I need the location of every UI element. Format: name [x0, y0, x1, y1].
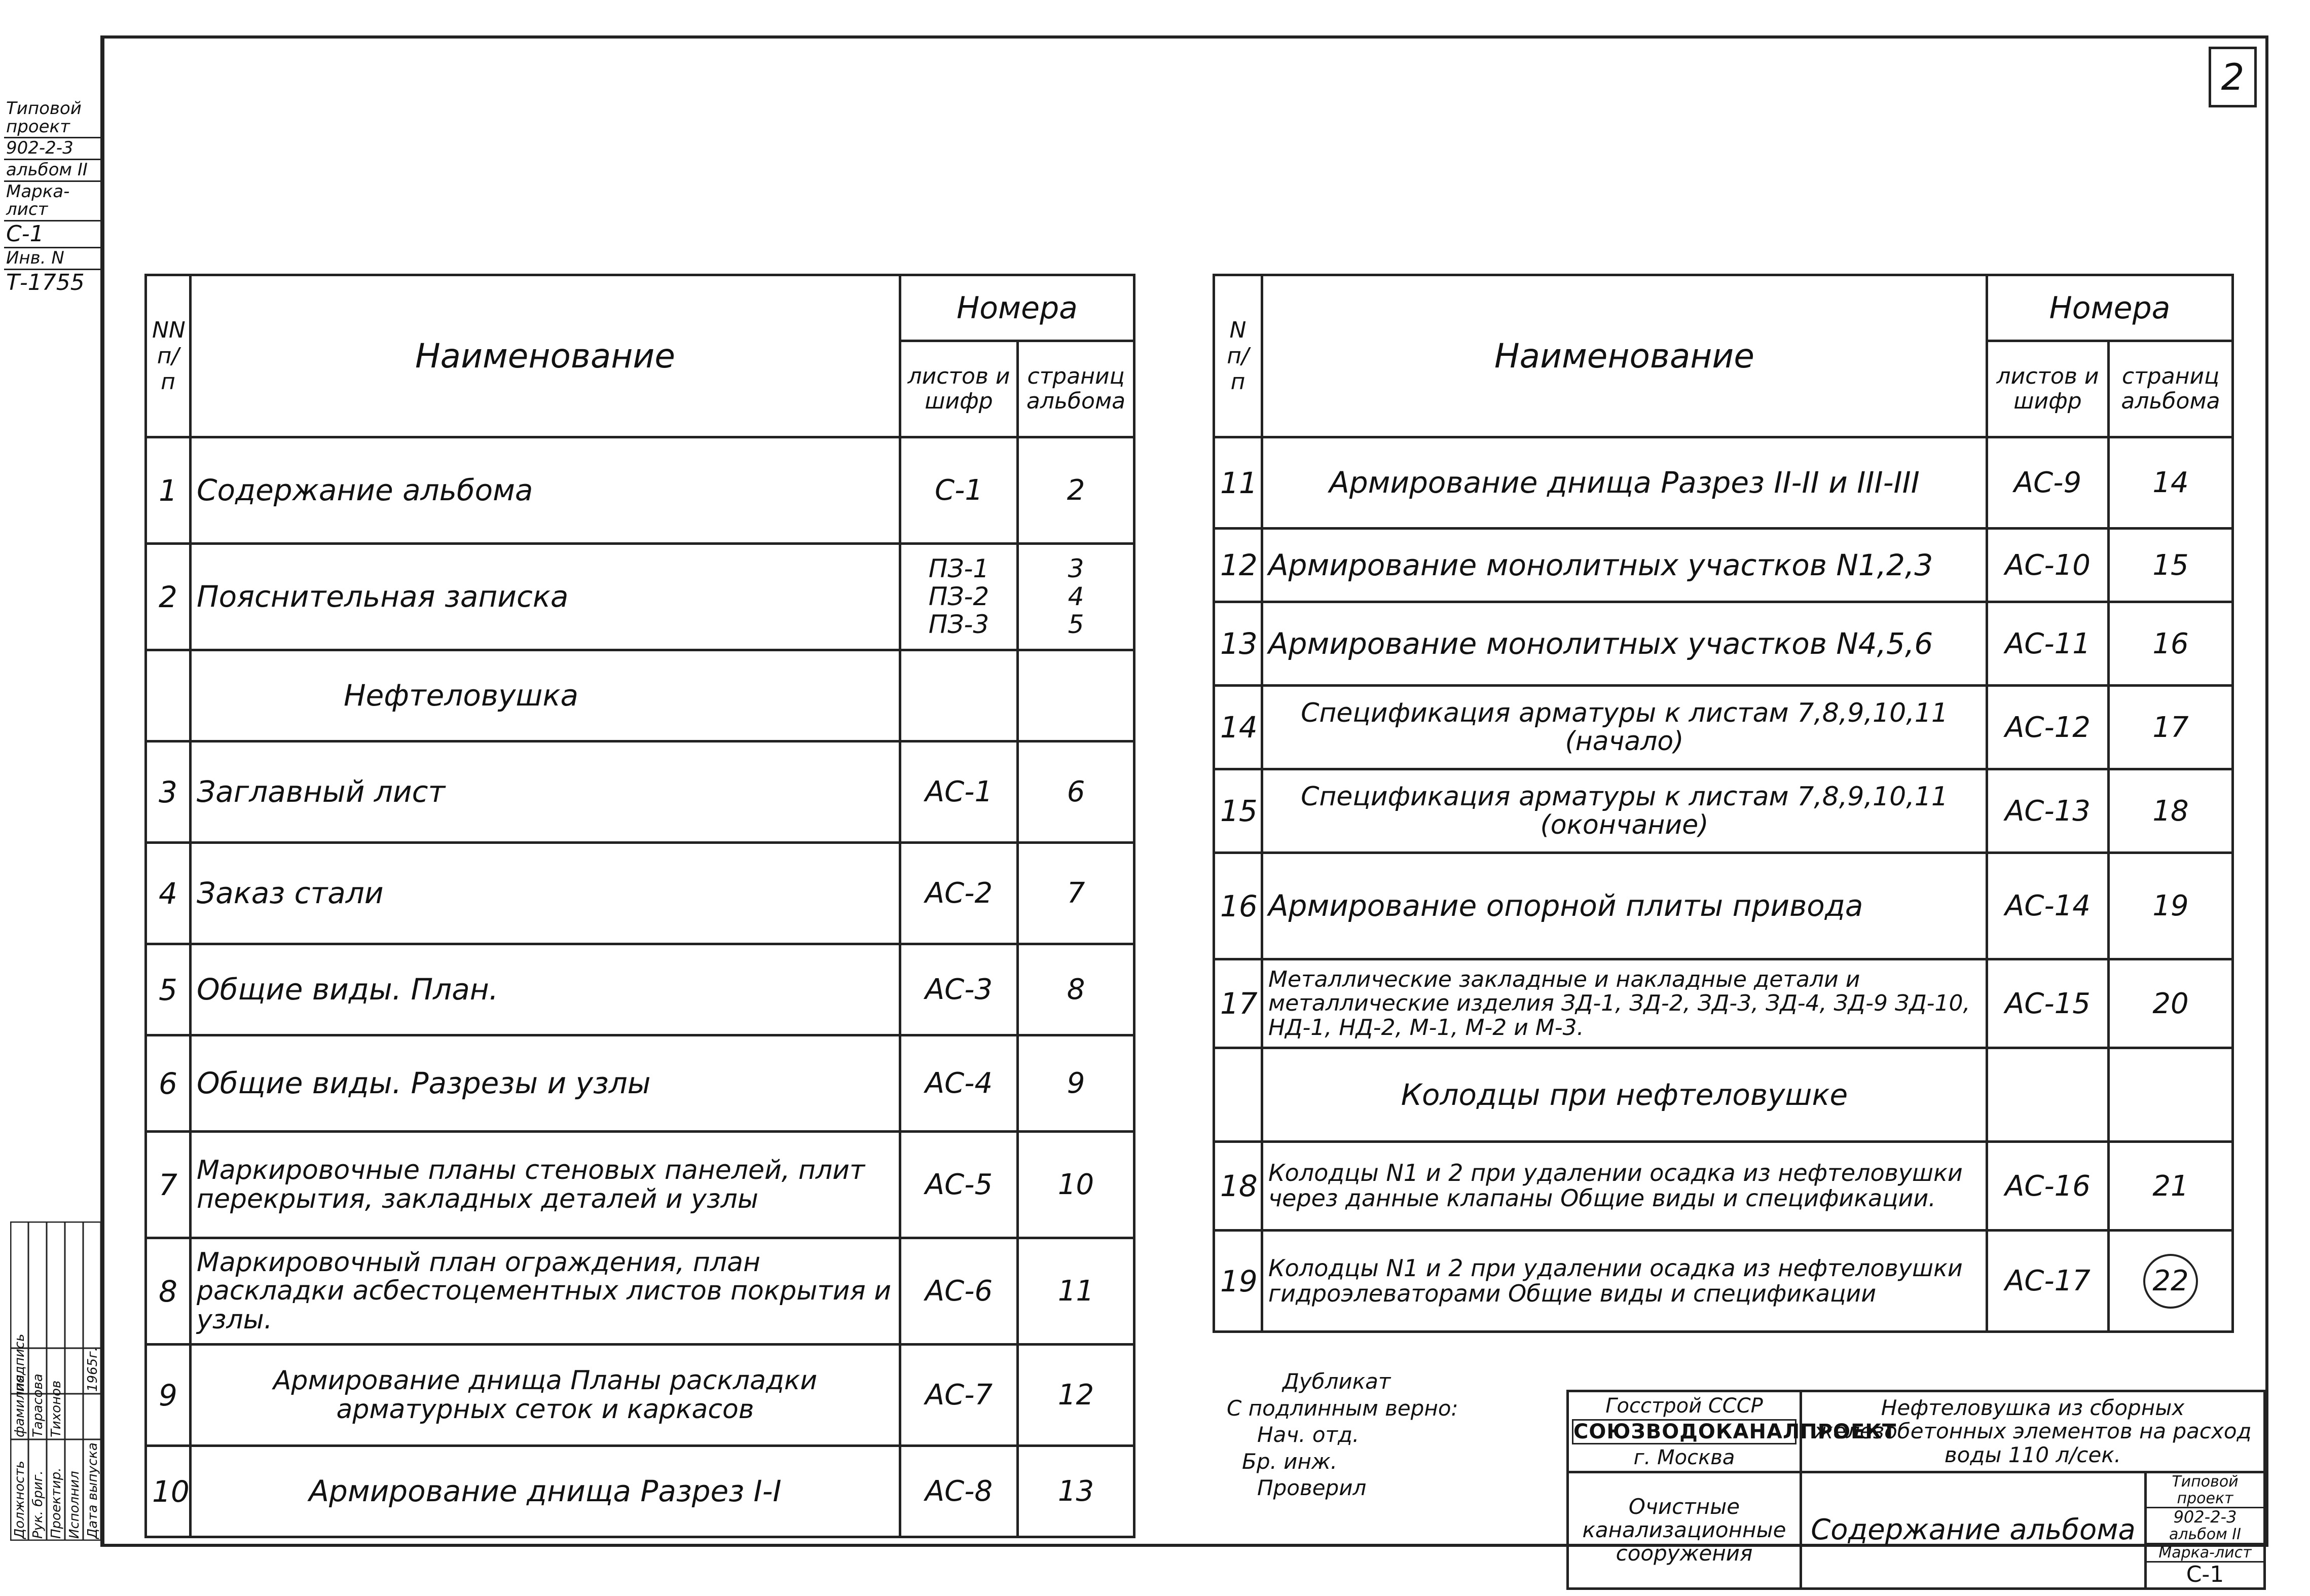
table-row	[146, 544, 1134, 650]
stamp-name: фамилия	[12, 1375, 27, 1437]
row-code: АС-16	[1987, 1142, 2109, 1231]
table-row	[146, 1132, 1134, 1238]
row-number	[146, 650, 191, 741]
row-name: Колодцы N1 и 2 при удалении осадка из нефтеловушки гидроэлеваторами Общие виды и спецификации	[1262, 1231, 1987, 1332]
stamp-name: Тарасова	[30, 1374, 46, 1437]
row-number: 19	[1214, 1231, 1262, 1332]
row-page: 16	[2109, 602, 2233, 686]
circled-page-number: 22	[2143, 1254, 2198, 1309]
sheet-number: 2	[2209, 47, 2257, 107]
row-page	[2109, 1231, 2233, 1332]
table-row	[1214, 686, 2233, 769]
table-row	[146, 1035, 1134, 1132]
row-name: Армирование днища Планы раскладки арматурных сеток и каркасов	[191, 1345, 900, 1446]
table-row	[1214, 853, 2233, 959]
corner-stamp	[4, 99, 100, 295]
row-page: 3 4 5	[1018, 544, 1134, 650]
album-label: альбом II	[2147, 1526, 2263, 1544]
corner-stamp-line: Инв. N	[4, 248, 100, 270]
row-page: 13	[1018, 1446, 1134, 1537]
stamp-role: Должность	[12, 1461, 27, 1539]
row-name: Спецификация арматуры к листам 7,8,9,10,11 (начало)	[1262, 686, 1987, 769]
row-name: Армирование днища Разрез I-I	[191, 1446, 900, 1537]
row-page: 19	[2109, 853, 2233, 959]
row-number: 15	[1214, 769, 1262, 853]
mark-label: Марка-лист	[2147, 1544, 2263, 1563]
row-number: 12	[1214, 529, 1262, 602]
sheet-title: Содержание альбома	[1801, 1472, 2146, 1589]
row-page: 7	[1018, 843, 1134, 944]
table-row	[1214, 437, 2233, 529]
row-code: АС-3	[900, 944, 1018, 1035]
corner-stamp-line: Марка-лист	[4, 182, 100, 221]
row-name: Колодцы N1 и 2 при удалении осадка из нефтеловушки через данные клапаны Общие виды и спецификации.	[1262, 1142, 1987, 1231]
row-number: 11	[1214, 437, 1262, 529]
header-nn: N п/п	[1214, 275, 1262, 437]
approval-stamp	[10, 1221, 101, 1541]
section-name: Очистные канализационные сооружения	[1568, 1472, 1801, 1589]
checked-label: Проверил	[1257, 1475, 1367, 1500]
row-name: Маркировочный план ограждения, план раскладки асбестоцементных листов покрытия и узлы.	[191, 1238, 900, 1345]
row-code: АС-13	[1987, 769, 2109, 853]
row-code: АС-9	[1987, 437, 2109, 529]
row-code: АС-6	[900, 1238, 1018, 1345]
row-page: 9	[1018, 1035, 1134, 1132]
header-numbers: Номера	[900, 275, 1134, 341]
row-number: 5	[146, 944, 191, 1035]
row-number: 13	[1214, 602, 1262, 686]
stamp-role: Дата выпуска	[85, 1442, 100, 1539]
duplicate-note	[1227, 1368, 1458, 1502]
table-row	[146, 843, 1134, 944]
table-row	[146, 437, 1134, 544]
row-code: АС-14	[1987, 853, 2109, 959]
row-code: АС-4	[900, 1035, 1018, 1132]
row-code: АС-17	[1987, 1231, 2109, 1332]
row-number: 2	[146, 544, 191, 650]
row-number: 9	[146, 1345, 191, 1446]
row-page: 8	[1018, 944, 1134, 1035]
certified-label: С подлинным верно:	[1227, 1395, 1458, 1421]
row-page: 17	[2109, 686, 2233, 769]
stamp-role: Рук. бриг.	[30, 1470, 46, 1539]
dept-head-label: Нач. отд.	[1257, 1422, 1360, 1447]
table-row	[1214, 1231, 2233, 1332]
header-sheets: листов и шифр	[900, 341, 1018, 437]
row-code: АС-12	[1987, 686, 2109, 769]
row-code	[900, 650, 1018, 741]
row-number: 3	[146, 741, 191, 843]
row-name: Маркировочные планы стеновых панелей, плит перекрытия, закладных деталей и узлы	[191, 1132, 900, 1238]
row-number: 6	[146, 1035, 191, 1132]
row-page: 2	[1018, 437, 1134, 544]
row-code	[1987, 1048, 2109, 1142]
row-name: Армирование монолитных участков N4,5,6	[1262, 602, 1987, 686]
header-nn: NN п/п	[146, 275, 191, 437]
table-row	[146, 1446, 1134, 1537]
org-name: СОЮЗВОДОКАНАЛПРОЕКТ	[1572, 1419, 1796, 1444]
row-name: Армирование монолитных участков N1,2,3	[1262, 529, 1987, 602]
row-number: 4	[146, 843, 191, 944]
row-name: Металлические закладные и накладные детали и металлические изделия ЗД-1, ЗД-2, ЗД-3, ЗД-4, ЗД-9 ЗД-10, НД-1, НД-2, М-1, М-2 и М-3.	[1262, 959, 1987, 1048]
header-numbers: Номера	[1987, 275, 2233, 341]
header-name: Наименование	[1262, 275, 1987, 437]
row-number	[1214, 1048, 1262, 1142]
table-row	[146, 944, 1134, 1035]
row-number: 8	[146, 1238, 191, 1345]
row-name: Армирование опорной плиты привода	[1262, 853, 1987, 959]
row-code: С-1	[900, 437, 1018, 544]
header-sheets: листов и шифр	[1987, 341, 2109, 437]
row-code: АС-2	[900, 843, 1018, 944]
row-page: 15	[2109, 529, 2233, 602]
row-code: АС-15	[1987, 959, 2109, 1048]
row-name: Пояснительная записка	[191, 544, 900, 650]
contents-table-left	[144, 274, 1135, 1538]
brigade-engineer-label: Бр. инж.	[1242, 1449, 1338, 1474]
tp-value: 902-2-3	[2173, 1507, 2237, 1527]
table-row	[146, 1345, 1134, 1446]
header-pages: страниц альбома	[1018, 341, 1134, 437]
stamp-year: 1965г.	[85, 1347, 100, 1392]
contents-table-right	[1213, 274, 2234, 1333]
row-name: Армирование днища Разрез II-II и III-III	[1262, 437, 1987, 529]
table-row	[146, 650, 1134, 741]
row-page	[1018, 650, 1134, 741]
table-row	[1214, 959, 2233, 1048]
row-name: Спецификация арматуры к листам 7,8,9,10,11 (окончание)	[1262, 769, 1987, 853]
section-heading: Колодцы при нефтеловушке	[1262, 1048, 1987, 1142]
stamp-role: Исполнил	[67, 1471, 82, 1539]
table-row	[1214, 1142, 2233, 1231]
table-row	[146, 1238, 1134, 1345]
header-name: Наименование	[191, 275, 900, 437]
row-code: ПЗ-1 ПЗ-2 ПЗ-3	[900, 544, 1018, 650]
stamp-signature-label: подпись	[12, 1333, 27, 1392]
row-page	[2109, 1048, 2233, 1142]
row-page: 10	[1018, 1132, 1134, 1238]
duplicate-label: Дубликат	[1282, 1369, 1391, 1394]
row-name: Общие виды. Разрезы и узлы	[191, 1035, 900, 1132]
stamp-names	[10, 1374, 101, 1439]
corner-stamp-line: Т-1755	[6, 270, 85, 295]
row-name: Заказ стали	[191, 843, 900, 944]
stamp-role: Проектир.	[49, 1467, 64, 1539]
section-heading: Нефтеловушка	[191, 650, 900, 741]
row-code: АС-5	[900, 1132, 1018, 1238]
org-gosstroy: Госстрой СССР	[1605, 1394, 1763, 1418]
row-code: АС-10	[1987, 529, 2109, 602]
row-page: 18	[2109, 769, 2233, 853]
row-page: 21	[2109, 1142, 2233, 1231]
header-pages: страниц альбома	[2109, 341, 2233, 437]
row-page: 11	[1018, 1238, 1134, 1345]
corner-stamp-line: альбом II	[4, 160, 100, 182]
row-page: 12	[1018, 1345, 1134, 1446]
org-city: г. Москва	[1633, 1445, 1735, 1469]
project-title: Нефтеловушка из сборных железобетонных элементов на расход воды 110 л/сек.	[1801, 1391, 2265, 1472]
row-code: АС-1	[900, 741, 1018, 843]
album-info	[2146, 1472, 2265, 1589]
row-page: 20	[2109, 959, 2233, 1048]
org-cell	[1568, 1391, 1897, 1472]
row-code: АС-11	[1987, 602, 2109, 686]
corner-stamp-line: Типовой проект	[4, 99, 100, 138]
corner-stamp-line: С-1	[4, 221, 100, 248]
row-page: 6	[1018, 741, 1134, 843]
tp-label: Типовой проект	[2147, 1473, 2263, 1508]
row-code: АС-8	[900, 1446, 1018, 1537]
stamp-name: Тихонов	[49, 1380, 64, 1437]
row-number: 14	[1214, 686, 1262, 769]
row-number: 7	[146, 1132, 191, 1238]
row-number: 1	[146, 437, 191, 544]
row-code: АС-7	[900, 1345, 1018, 1446]
row-number: 17	[1214, 959, 1262, 1048]
row-page: 14	[2109, 437, 2233, 529]
row-number: 18	[1214, 1142, 1262, 1231]
table-row	[146, 741, 1134, 843]
row-number: 16	[1214, 853, 1262, 959]
row-name: Содержание альбома	[191, 437, 900, 544]
table-row	[1214, 1048, 2233, 1142]
title-block	[1566, 1390, 2266, 1590]
row-number: 10	[146, 1446, 191, 1537]
stamp-roles	[10, 1439, 101, 1541]
table-row	[1214, 602, 2233, 686]
row-name: Заглавный лист	[191, 741, 900, 843]
table-row	[1214, 769, 2233, 853]
table-row	[1214, 529, 2233, 602]
mark-value: С-1	[2186, 1562, 2224, 1588]
row-name: Общие виды. План.	[191, 944, 900, 1035]
corner-stamp-line: 902-2-3	[4, 138, 100, 160]
